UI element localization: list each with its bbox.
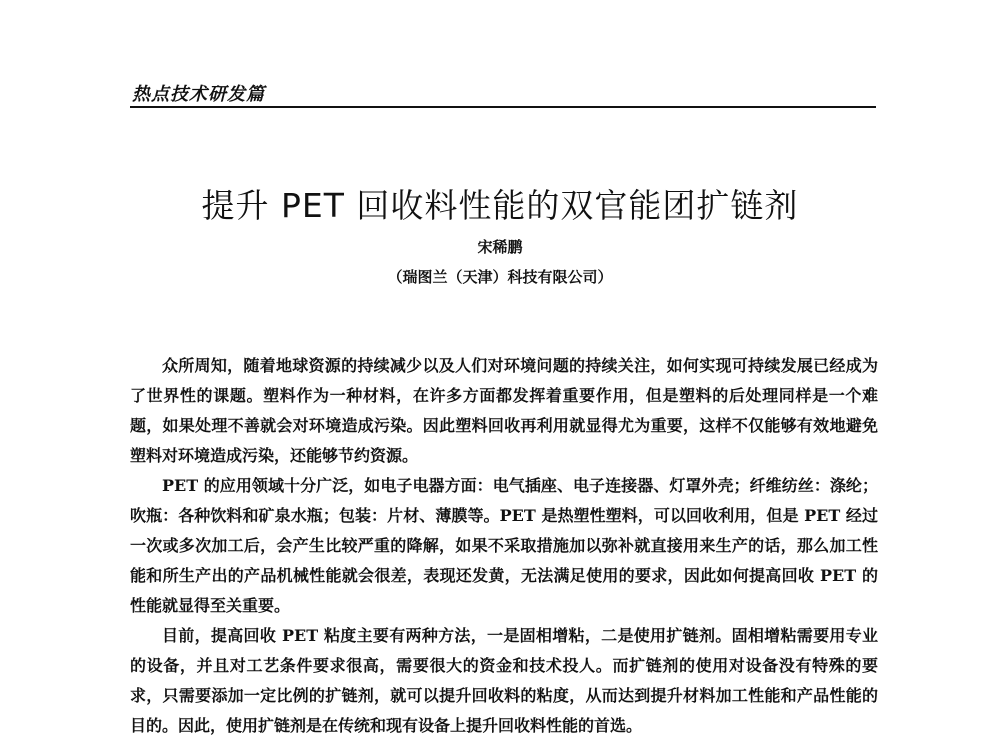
article-body	[130, 351, 878, 741]
section-label: 热点技术研发篇	[132, 84, 265, 105]
body-paragraph-1: 众所周知，随着地球资源的持续减少以及人们对环境问题的持续关注，如何实现可持续发展已经成为了世界性的课题。塑料作为一种材料，在许多方面都发挥着重要作用，但是塑料的后处理同样是一个难题，如果处理不善就会对环境造成污染。因此塑料回收再利用就显得尤为重要，这样不仅能够有效地避免塑料对环境造成污染，还能够节约资源。	[130, 356, 878, 465]
body-paragraph-2: PET 的应用领域十分广泛，如电子电器方面：电气插座、电子连接器、灯罩外壳；纤维纺丝：涤纶；吹瓶：各种饮料和矿泉水瓶；包装：片材、薄膜等。PET 是热塑性塑料，可以回收利用，但是 PET 经过一次或多次加工后，会产生比较严重的降解，如果不采取措施加以弥补就直接用来生产的话，那么加工性能和所生产出的产品机械性能就会很差，表现还发黄，无法满足使用的要求，因此如何提高回收 PET 的性能就显得至关重要。	[130, 476, 878, 615]
article-title: 提升 PET 回收料性能的双官能团扩链剂	[201, 186, 799, 225]
body-paragraph-3: 目前，提高回收 PET 粘度主要有两种方法，一是固相增粘，二是使用扩链剂。固相增粘需要用专业的设备，并且对工艺条件要求很高，需要很大的资金和技术投人。而扩链剂的使用对设备没有特殊的要求，只需要添加一定比例的扩链剂，就可以提升回收料的粘度，从而达到提升材料加工性能和产品性能的目的。因此，使用扩链剂是在传统和现有设备上提升回收料性能的首选。	[130, 626, 878, 735]
article-author: 宋稀鹏	[477, 238, 523, 256]
article-affiliation: （瑞图兰（天津）科技有限公司）	[387, 268, 613, 286]
header-rule	[130, 106, 876, 108]
